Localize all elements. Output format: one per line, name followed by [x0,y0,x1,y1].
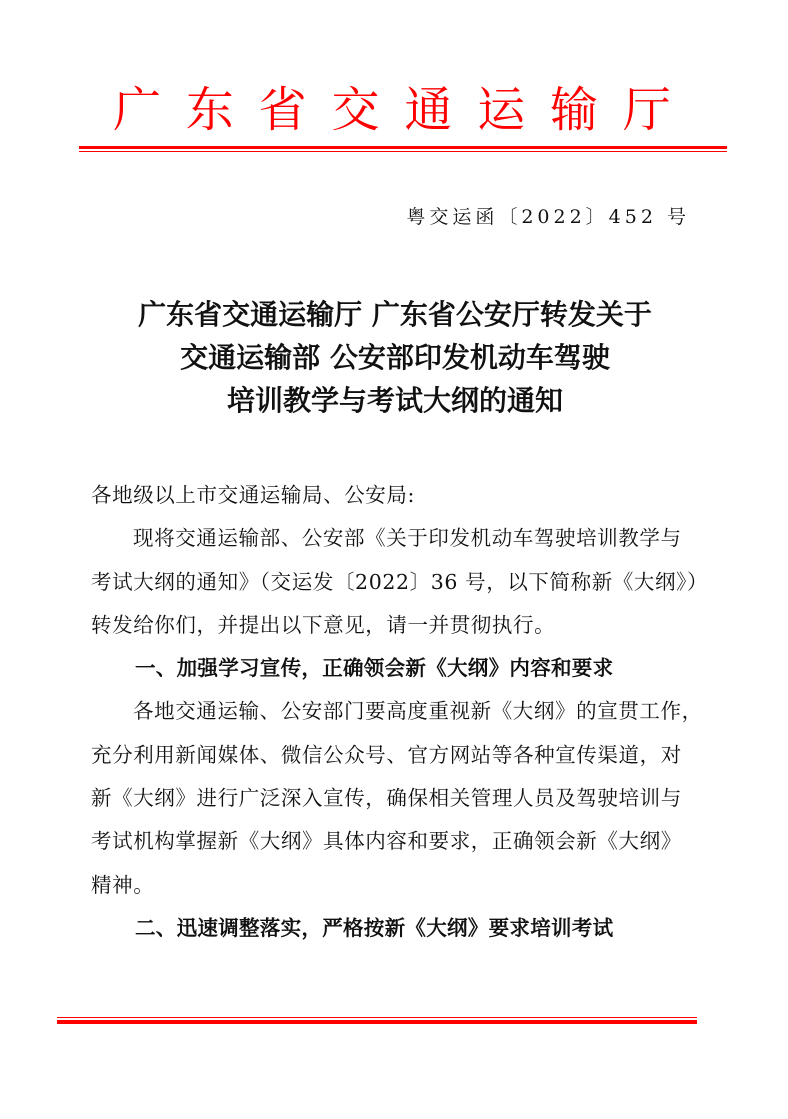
org-title-char: 厅 [622,82,671,138]
section-heading-1: 一、加强学习宣传，正确领会新《大纲》内容和要求 [135,656,614,681]
document-body [91,474,709,950]
issuing-organization-title [112,82,672,138]
org-title-char: 运 [477,82,526,138]
salutation: 各地级以上市交通运输局、公安局: [91,483,416,507]
header-divider-thin [79,151,727,152]
body-line: 充分利用新闻媒体、微信公众号、官方网站等各种宣传渠道，对 [91,742,682,767]
org-title-char: 广 [112,82,161,138]
header-divider-thick [79,146,727,149]
body-line: 考试大纲的通知》（交运发〔2022〕36 号，以下简称新《大纲》） [91,569,709,594]
org-title-char: 省 [258,82,307,138]
headline-line: 广东省交通运输厅 广东省公安厅转发关于 [138,298,652,331]
document-number: 粤交运函〔2022〕452 号 [406,206,690,228]
headline-line: 交通运输部 公安部印发机动车驾驶 [180,341,610,374]
footer-divider-thick [57,1020,697,1024]
org-title-char: 东 [185,82,234,138]
org-title-char: 通 [404,82,453,138]
section-heading-2: 二、迅速调整落实，严格按新《大纲》要求培训考试 [135,915,614,940]
document-headline [90,293,700,422]
org-title-char: 输 [550,82,599,138]
body-line: 考试机构掌握新《大纲》具体内容和要求，正确领会新《大纲》 [91,829,682,854]
body-line: 精神。 [91,872,155,897]
body-line: 转发给你们，并提出以下意见，请一并贯彻执行。 [91,612,556,637]
org-title-char: 交 [331,82,380,138]
body-line: 新《大纲》进行广泛深入宣传，确保相关管理人员及驾驶培训与 [91,786,682,811]
footer-divider-thin [57,1017,697,1018]
headline-line: 培训教学与考试大纲的通知 [226,384,563,417]
body-line: 现将交通运输部、公安部《关于印发机动车驾驶培训教学与 [133,526,682,551]
body-line: 各地交通运输、公安部门要高度重视新《大纲》的宣贯工作， [133,699,703,724]
